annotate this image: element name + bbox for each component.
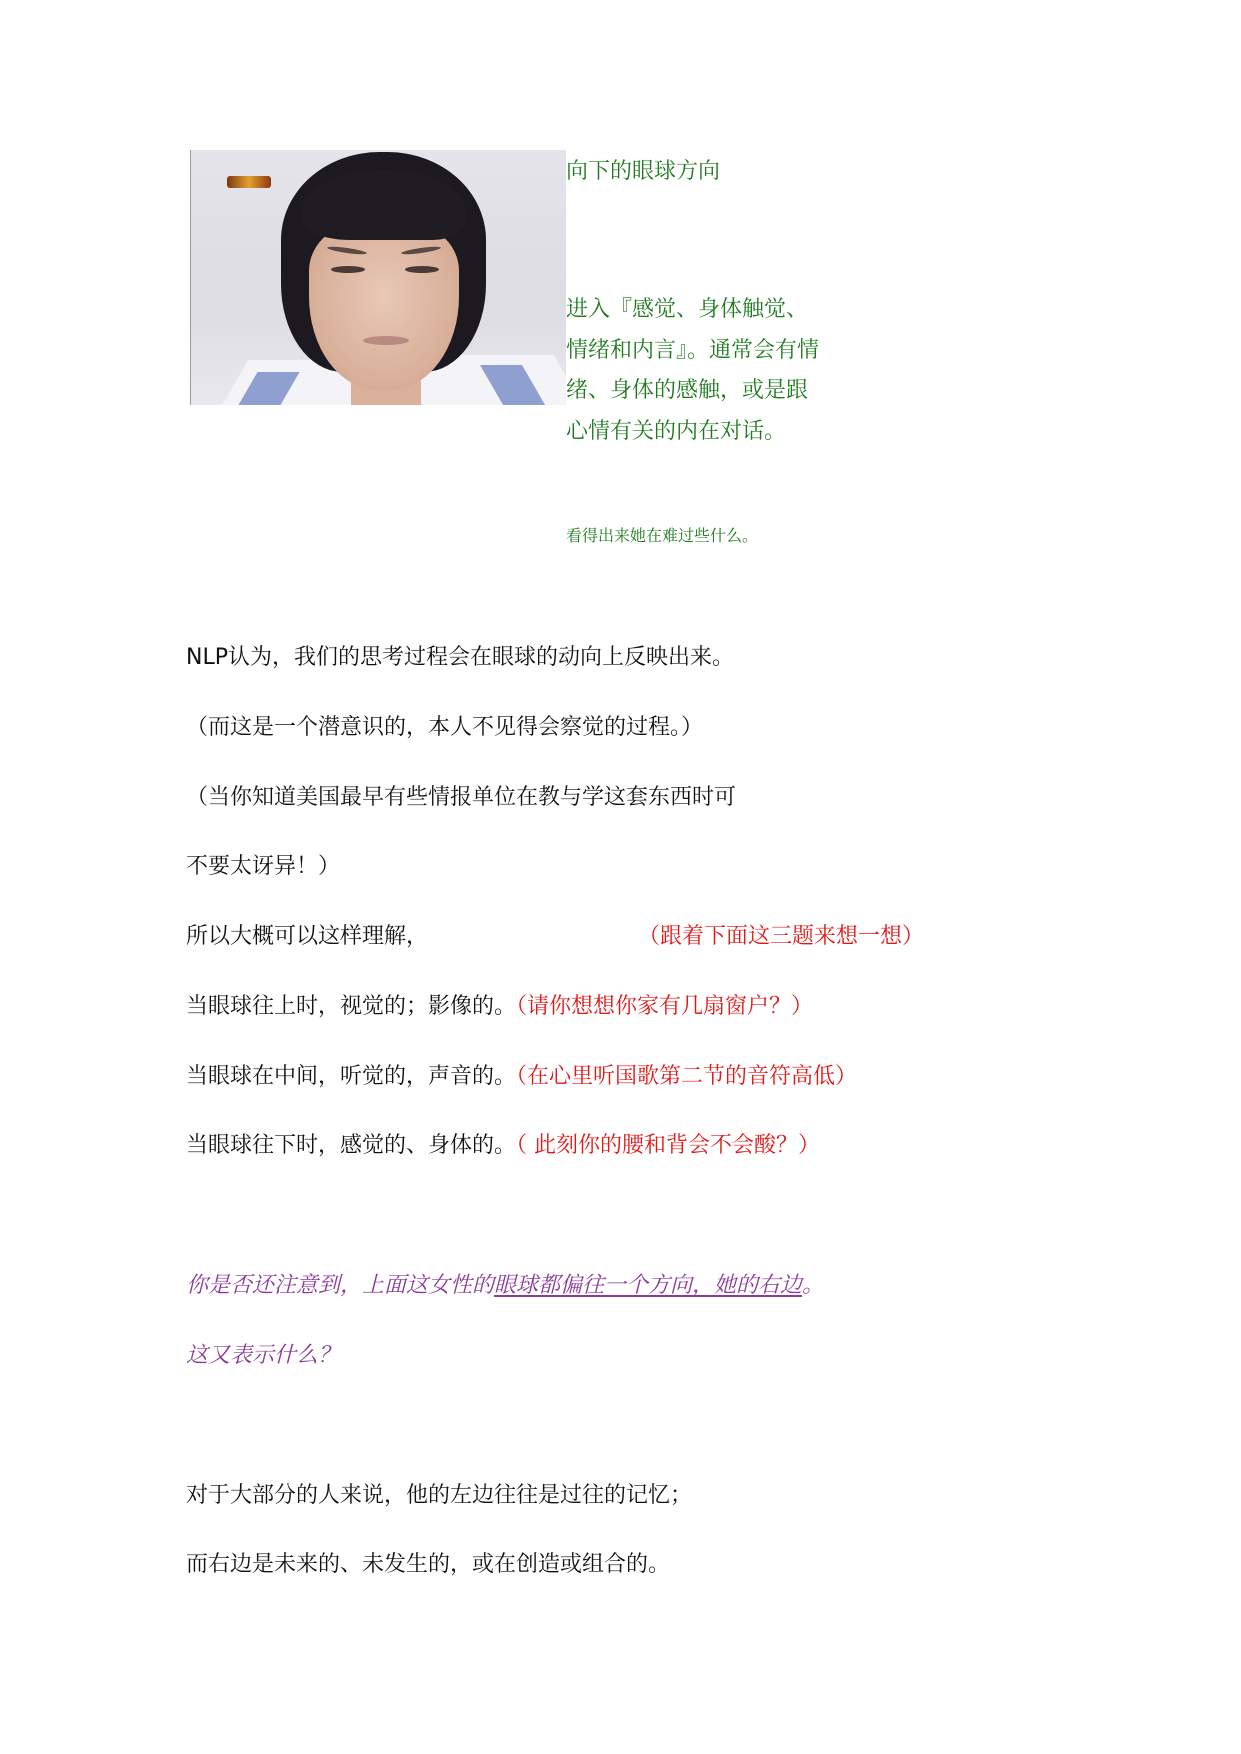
conclusion-line2: 而右边是未来的、未发生的，或在创造或组合的。: [186, 1552, 671, 1577]
eye-direction-text: 当眼球往上时，视觉的；影像的。: [186, 994, 517, 1019]
photo-woman-looking-down: [190, 150, 566, 405]
eye-direction-exercise: （ 此刻你的腰和背会不会酸？）: [516, 1133, 821, 1158]
eye-direction-exercise: （请你想想你家有几扇窗户？）: [516, 994, 814, 1019]
question-underlined-text: 眼球都偏往一个方向，她的右边: [494, 1273, 803, 1298]
tv-station-logo: [227, 176, 271, 188]
question-line1: [186, 1268, 824, 1299]
paragraph-intelligence-line2: 不要太讶异！）: [186, 854, 341, 879]
question-line2: 这又表示什么？: [186, 1343, 341, 1368]
question-period: 。: [802, 1273, 825, 1298]
eye-direction-down: [186, 1128, 820, 1159]
question-text: 你是否还注意到，上面这女性的: [186, 1273, 495, 1298]
eye-direction-middle: [186, 1059, 857, 1090]
caption-note: 看得出来她在难过些什么。: [566, 526, 759, 545]
eye-direction-text: 当眼球往下时，感觉的、身体的。: [186, 1133, 517, 1158]
paragraph-subconscious: （而这是一个潜意识的，本人不见得会察觉的过程。）: [186, 715, 704, 740]
exercise-hint: （跟着下面这三题来想一想）: [638, 924, 925, 949]
paragraph-understanding: 所以大概可以这样理解，: [186, 924, 429, 949]
caption-title: 向下的眼球方向: [566, 159, 721, 184]
paragraph-intelligence-line1: （当你知道美国最早有些情报单位在教与学这套东西时可: [186, 785, 737, 810]
eye-direction-text: 当眼球在中间，听觉的，声音的。: [186, 1064, 517, 1089]
paragraph-nlp-intro: NLP认为，我们的思考过程会在眼球的动向上反映出来。: [186, 645, 734, 670]
caption-body: 进入『感觉、身体触觉、情绪和内言』。通常会有情绪、身体的感触，或是跟心情有关的内在对话。: [566, 297, 820, 444]
conclusion-line1: 对于大部分的人来说，他的左边往往是过往的记忆；: [186, 1483, 693, 1508]
eye-direction-exercise: （在心里听国歌第二节的音符高低）: [516, 1064, 858, 1089]
eye-direction-up: [186, 989, 813, 1020]
